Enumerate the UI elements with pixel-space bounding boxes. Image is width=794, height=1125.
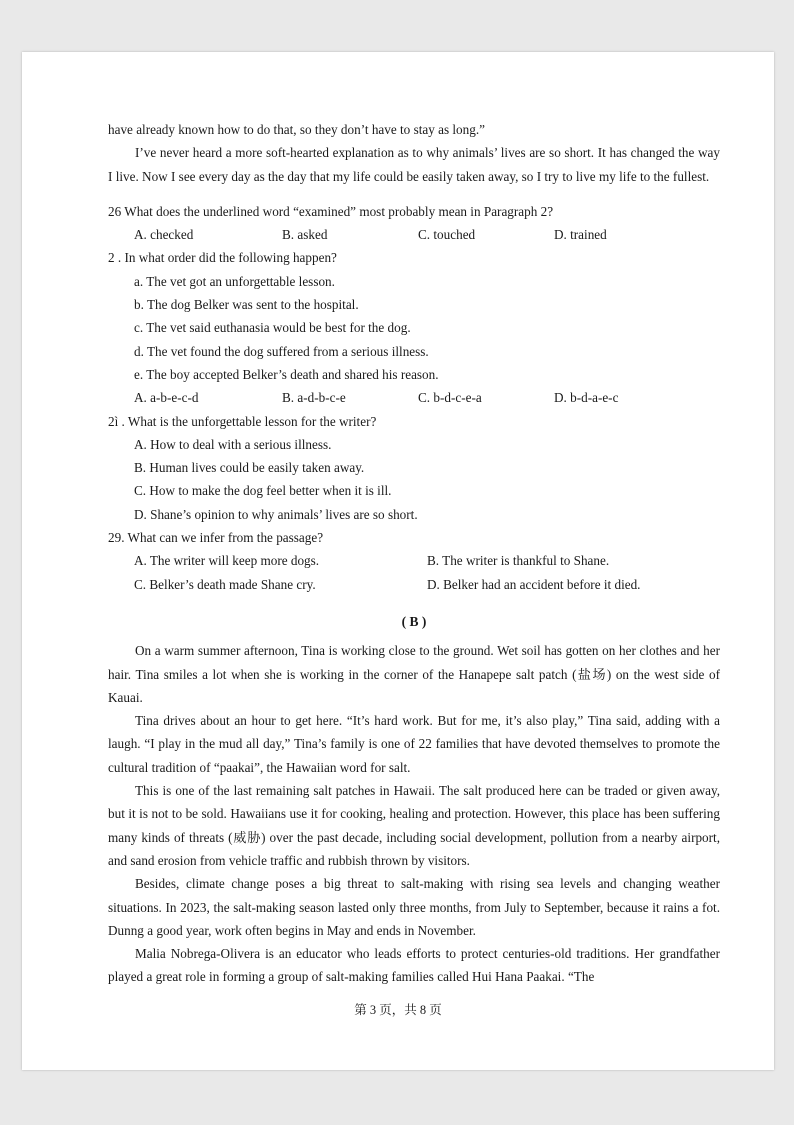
question-27-options — [108, 386, 720, 409]
question-28-stem: 2ì . What is the unforgettable lesson for the writer? — [108, 413, 377, 429]
question-27-stem: 2 . In what order did the following happen? — [108, 250, 337, 266]
event-item: a. The vet got an unforgettable lesson. — [134, 273, 335, 289]
option-a: A. The writer will keep more dogs. — [134, 553, 320, 569]
exam-page — [22, 52, 774, 1070]
option-d: D. Belker had an accident before it died. — [427, 576, 641, 592]
event-item: b. The dog Belker was sent to the hospital. — [134, 297, 359, 313]
option-b: B. The writer is thankful to Shane. — [427, 553, 610, 569]
option-a: A. How to deal with a serious illness. — [134, 436, 332, 452]
page-number-footer: 第 3 页，共 8 页 — [354, 1003, 442, 1017]
passage-b-paragraph: Malia Nobrega-Olivera is an educator who leads efforts to protect centuries-old traditions. Her grandfather played a great role in forming a group of salt-making families called Hui Hana Paakai. “The — [108, 946, 720, 985]
option-c: C. Belker’s death made Shane cry. — [134, 576, 316, 592]
passage-b-paragraph: Tina drives about an hour to get here. “It’s hard work. But for me, it’s also play,” Tina said, adding with a laugh. “I play in the mud all day,” Tina’s family is one of 22 families that have devoted themselves to promote the cultural tradition of “paakai”, the Hawaiian word for salt. — [108, 713, 720, 775]
event-item: d. The vet found the dog suffered from a serious illness. — [134, 343, 429, 359]
option-c: C. How to make the dog feel better when it is ill. — [134, 483, 392, 499]
passage-b-paragraph: This is one of the last remaining salt patches in Hawaii. The salt produced here can be traded or given away, but it is not to be sold. Hawaiians use it for cooking, healing and protection. However, this place has been suffering many kinds of threats (威胁) over the past decade, including social development, pollution from a nearby airport, and sand erosion from vehicle traffic and rubbish thrown by visitors. — [108, 783, 720, 868]
question-29 — [108, 526, 720, 596]
event-item: e. The boy accepted Belker’s death and shared his reason. — [134, 366, 439, 382]
question-26-stem: 26 What does the underlined word “examined” most probably mean in Paragraph 2? — [108, 203, 554, 219]
option-d: D. Shane’s opinion to why animals’ lives are so short. — [134, 506, 418, 522]
passage-a-final-paragraph: I’ve never heard a more soft-hearted explanation as to why animals’ lives are so short. It has changed the way I live. Now I see every day as the day that my life could be easily taken away, so I try to live my life to the fullest. — [108, 145, 720, 184]
option-a: A. checked — [134, 227, 194, 243]
option-d: D. b-d-a-e-c — [554, 390, 619, 406]
option-d: D. trained — [554, 227, 607, 243]
question-26-options — [108, 223, 720, 246]
option-c: C. touched — [418, 227, 476, 243]
question-26 — [108, 200, 720, 247]
option-b: B. asked — [282, 227, 328, 243]
passage-b-title: ( B ) — [401, 613, 427, 629]
page-content — [108, 118, 720, 989]
passage-b-paragraph: Besides, climate change poses a big threat to salt-making with rising sea levels and changing weather situations. In 2023, the salt-making season lasted only three months, from July to September, because it rains a fot. Dunng a good year, work often begins in May and ends in November. — [108, 876, 720, 938]
question-27 — [108, 246, 720, 409]
passage-b-paragraph: On a warm summer afternoon, Tina is working close to the ground. Wet soil has gotten on her clothes and her hair. Tina smiles a lot when she is working in the corner of the Hanapepe salt patch (盐场) on the west side of Kauai. — [108, 643, 720, 705]
question-29-options-row1 — [108, 549, 720, 572]
question-29-options-row2 — [108, 573, 720, 596]
passage-a-last-line: have already known how to do that, so they don’t have to stay as long.” — [108, 122, 485, 137]
event-item: c. The vet said euthanasia would be best for the dog. — [134, 320, 411, 336]
option-b: B. a-d-b-c-e — [282, 390, 346, 406]
question-29-stem: 29. What can we infer from the passage? — [108, 530, 324, 546]
option-b: B. Human lives could be easily taken away. — [134, 460, 365, 476]
option-c: C. b-d-c-e-a — [418, 390, 482, 406]
question-28 — [108, 410, 720, 526]
option-a: A. a-b-e-c-d — [134, 390, 199, 406]
